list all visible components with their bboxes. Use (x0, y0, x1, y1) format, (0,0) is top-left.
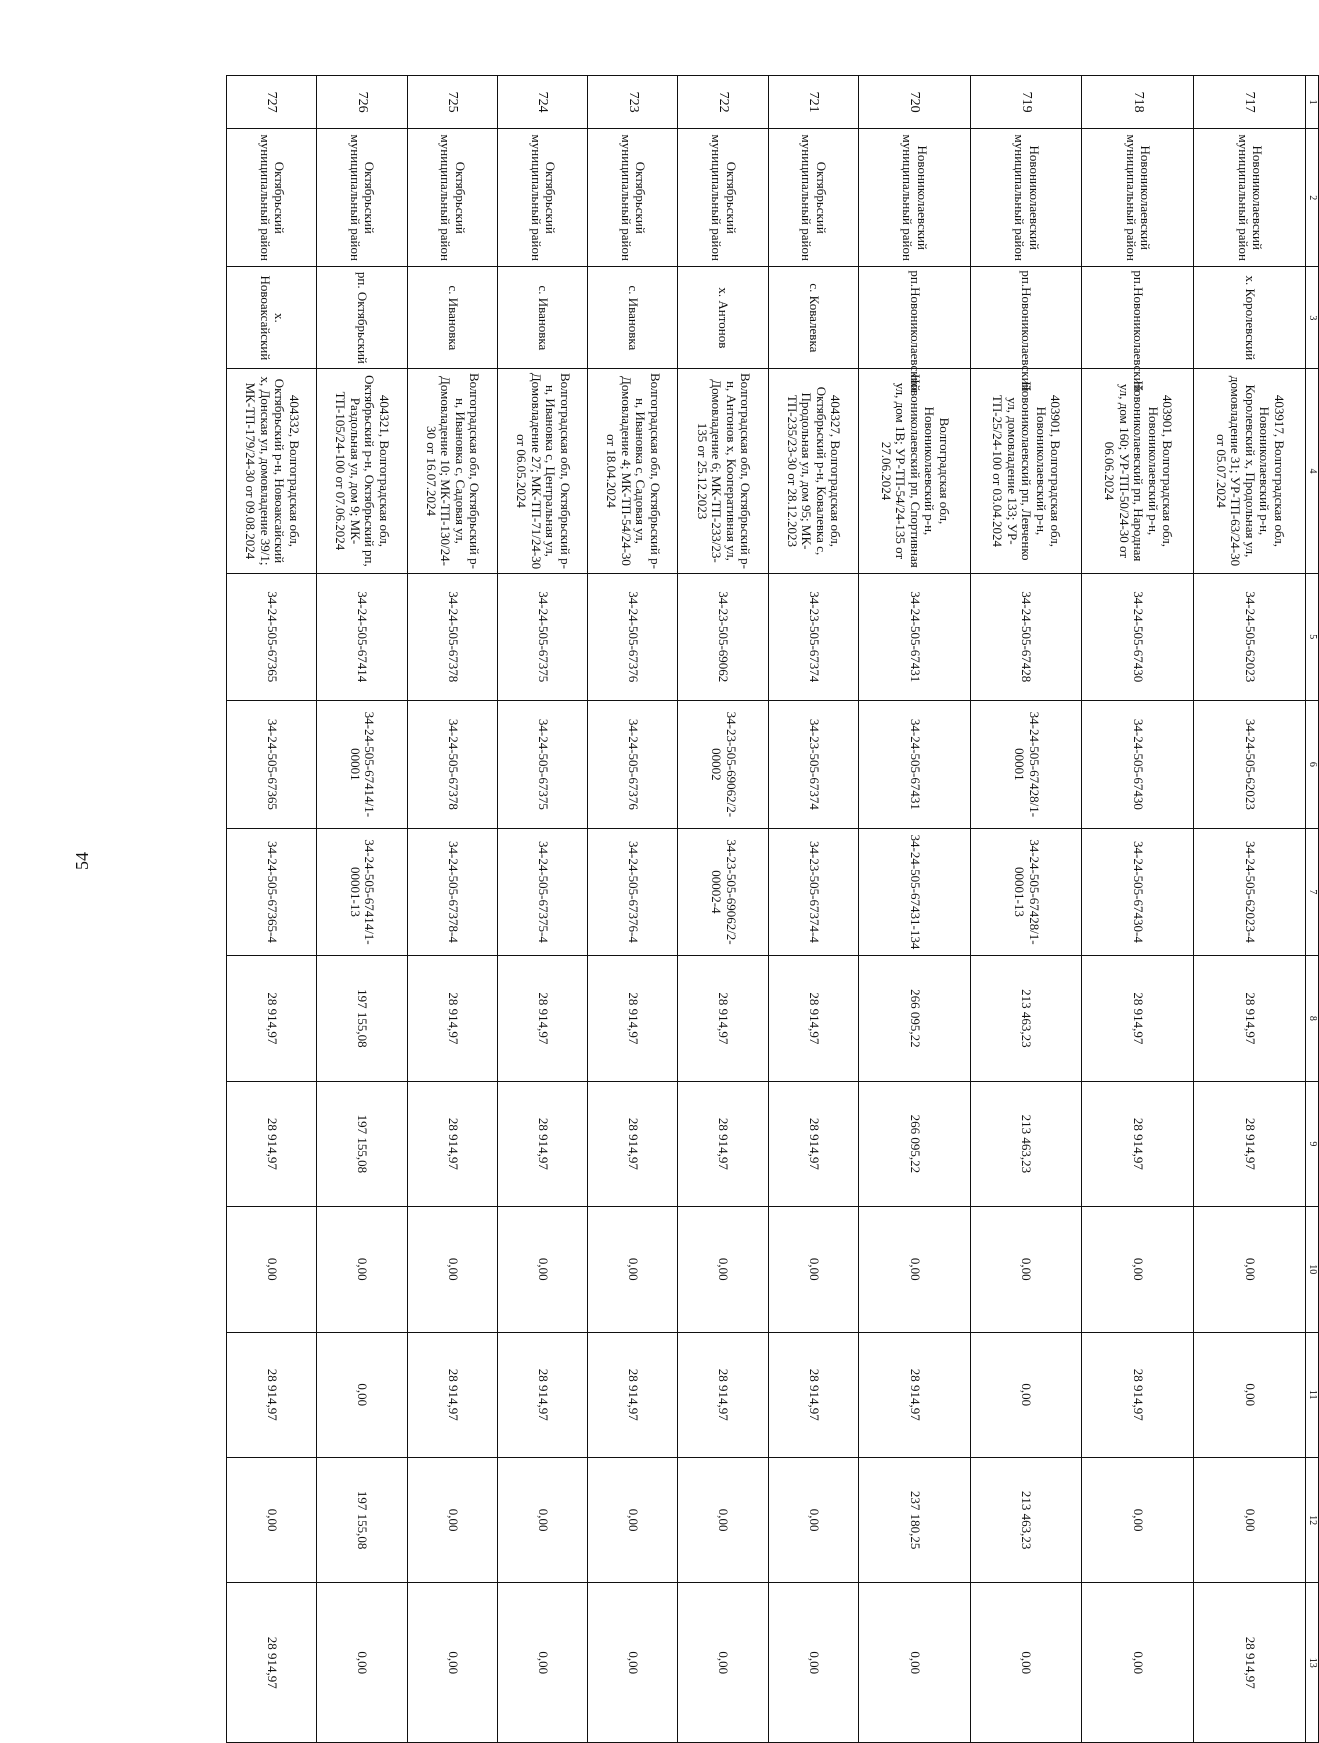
table-row (970, 76, 1082, 1743)
col12-cell: 0,00 (768, 1457, 858, 1582)
row-number-cell: 720 (859, 76, 971, 129)
col10-cell: 0,00 (227, 1207, 317, 1332)
col13-cell: 0,00 (859, 1583, 971, 1743)
col11-cell: 28 914,97 (407, 1332, 497, 1457)
col5-cell: 34-24-505-67428 (970, 573, 1082, 701)
col5-cell: 34-24-505-67430 (1082, 573, 1194, 701)
table-header (1306, 76, 1319, 1743)
col13-cell: 0,00 (768, 1583, 858, 1743)
col8-cell: 28 914,97 (227, 956, 317, 1081)
locality-cell: рп. Октябрьский (317, 267, 407, 369)
col10-cell: 0,00 (768, 1207, 858, 1332)
address-cell: Волгоградская обл, Новониколаевский р-н, Новониколаевский рп, Спортивная ул, дом 1В; УР-ТП-54/24-135 от 27.06.2024 (859, 369, 971, 573)
col13-cell: 0,00 (970, 1583, 1082, 1743)
col9-cell: 266 095,22 (859, 1081, 971, 1206)
col9-cell: 28 914,97 (407, 1081, 497, 1206)
table-row (497, 76, 587, 1743)
header-row (1306, 76, 1319, 1743)
col8-cell: 28 914,97 (588, 956, 678, 1081)
address-cell: 403917, Волгоградская обл, Новониколаевский р-н, Королевский х, Продольная ул, домовладение 31; УР-ТП-63/24-30 от 05.07.2024 (1194, 369, 1306, 573)
locality-cell: с. Ковалевка (768, 267, 858, 369)
table-row (768, 76, 858, 1743)
col8-cell: 213 463,23 (970, 956, 1082, 1081)
column-number-11: 11 (1306, 1332, 1319, 1457)
col10-cell: 0,00 (1194, 1207, 1306, 1332)
col8-cell: 197 155,08 (317, 956, 407, 1081)
row-number-cell: 726 (317, 76, 407, 129)
col12-cell: 0,00 (407, 1457, 497, 1582)
col11-cell: 28 914,97 (497, 1332, 587, 1457)
col12-cell: 0,00 (678, 1457, 768, 1582)
col7-cell: 34-24-505-67428/1-00001-13 (970, 828, 1082, 956)
column-number-7: 7 (1306, 828, 1319, 956)
col9-cell: 28 914,97 (588, 1081, 678, 1206)
col9-cell: 197 155,08 (317, 1081, 407, 1206)
col8-cell: 266 095,22 (859, 956, 971, 1081)
district-cell: Октябрьский муниципальный район (497, 129, 587, 267)
col10-cell: 0,00 (497, 1207, 587, 1332)
col7-cell: 34-24-505-67430-4 (1082, 828, 1194, 956)
row-number-cell: 717 (1194, 76, 1306, 129)
col6-cell: 34-24-505-67365 (227, 701, 317, 829)
column-number-3: 3 (1306, 267, 1319, 369)
district-cell: Октябрьский муниципальный район (588, 129, 678, 267)
locality-cell: х. Королевский (1194, 267, 1306, 369)
col10-cell: 0,00 (588, 1207, 678, 1332)
address-cell: 403901, Волгоградская обл, Новониколаевский р-н, Новониколаевский рп, Народная ул, дом 160; УР-ТП-50/24-30 от 06.06.2024 (1082, 369, 1194, 573)
column-number-2: 2 (1306, 129, 1319, 267)
locality-cell: с. Ивановка (497, 267, 587, 369)
col9-cell: 28 914,97 (768, 1081, 858, 1206)
col6-cell: 34-24-505-62023 (1194, 701, 1306, 829)
col6-cell: 34-24-505-67375 (497, 701, 587, 829)
locality-cell: х. Новоаксайский (227, 267, 317, 369)
col6-cell: 34-24-505-67376 (588, 701, 678, 829)
col13-cell: 0,00 (497, 1583, 587, 1743)
col6-cell: 34-23-505-67374 (768, 701, 858, 829)
col13-cell: 0,00 (678, 1583, 768, 1743)
table-row (227, 76, 317, 1743)
col11-cell: 28 914,97 (678, 1332, 768, 1457)
col10-cell: 0,00 (859, 1207, 971, 1332)
col7-cell: 34-24-505-67378-4 (407, 828, 497, 956)
col7-cell: 34-24-505-67376-4 (588, 828, 678, 956)
table-row (1082, 76, 1194, 1743)
column-number-6: 6 (1306, 701, 1319, 829)
district-cell: Октябрьский муниципальный район (317, 129, 407, 267)
col5-cell: 34-24-505-67375 (497, 573, 587, 701)
row-number-cell: 718 (1082, 76, 1194, 129)
district-cell: Новониколаевский муниципальный район (859, 129, 971, 267)
col11-cell: 0,00 (1194, 1332, 1306, 1457)
column-number-10: 10 (1306, 1207, 1319, 1332)
col11-cell: 28 914,97 (859, 1332, 971, 1457)
district-cell: Новониколаевский муниципальный район (1082, 129, 1194, 267)
col12-cell: 0,00 (497, 1457, 587, 1582)
table-row (1194, 76, 1306, 1743)
col13-cell: 28 914,97 (227, 1583, 317, 1743)
column-number-8: 8 (1306, 956, 1319, 1081)
col13-cell: 28 914,97 (1194, 1583, 1306, 1743)
col9-cell: 28 914,97 (1082, 1081, 1194, 1206)
col11-cell: 28 914,97 (588, 1332, 678, 1457)
locality-cell: рп.Новониколаевский (1082, 267, 1194, 369)
row-number-cell: 727 (227, 76, 317, 129)
row-number-cell: 719 (970, 76, 1082, 129)
address-cell: Волгоградская обл, Октябрьский р-н, Ивановка с, Центральная ул, Домовладение 27; МК-ТП-71/24-30 от 06.05.2024 (497, 369, 587, 573)
district-cell: Октябрьский муниципальный район (678, 129, 768, 267)
col8-cell: 28 914,97 (678, 956, 768, 1081)
col6-cell: 34-24-505-67430 (1082, 701, 1194, 829)
col13-cell: 0,00 (588, 1583, 678, 1743)
col7-cell: 34-24-505-67365-4 (227, 828, 317, 956)
row-number-cell: 725 (407, 76, 497, 129)
column-number-4: 4 (1306, 369, 1319, 573)
page-number: 54 (72, 852, 92, 870)
col9-cell: 28 914,97 (497, 1081, 587, 1206)
data-table (226, 75, 1319, 1743)
col8-cell: 28 914,97 (1194, 956, 1306, 1081)
col12-cell: 0,00 (588, 1457, 678, 1582)
col9-cell: 28 914,97 (678, 1081, 768, 1206)
table-row (859, 76, 971, 1743)
column-number-12: 12 (1306, 1457, 1319, 1582)
col12-cell: 0,00 (227, 1457, 317, 1582)
locality-cell: рп.Новониколаевский (970, 267, 1082, 369)
col8-cell: 28 914,97 (768, 956, 858, 1081)
column-number-13: 13 (1306, 1583, 1319, 1743)
col11-cell: 28 914,97 (227, 1332, 317, 1457)
col8-cell: 28 914,97 (1082, 956, 1194, 1081)
table-row (317, 76, 407, 1743)
district-cell: Новониколаевский муниципальный район (970, 129, 1082, 267)
address-cell: Волгоградская обл, Октябрьский р-н, Антонов х, Кооперативная ул, Домовладение 6; МК-ТП-233/23-135 от 25.12.2023 (678, 369, 768, 573)
col6-cell: 34-24-505-67378 (407, 701, 497, 829)
address-cell: 403901, Волгоградская обл, Новониколаевский р-н, Новониколаевский рп, Левченко ул, домовладение 133; УР-ТП-25/24-100 от 03.04.2024 (970, 369, 1082, 573)
district-cell: Новониколаевский муниципальный район (1194, 129, 1306, 267)
row-number-cell: 723 (588, 76, 678, 129)
col12-cell: 0,00 (1194, 1457, 1306, 1582)
row-number-cell: 721 (768, 76, 858, 129)
locality-cell: с. Ивановка (407, 267, 497, 369)
locality-cell: с. Ивановка (588, 267, 678, 369)
table-row (678, 76, 768, 1743)
col11-cell: 0,00 (970, 1332, 1082, 1457)
address-cell: Волгоградская обл, Октябрьский р-н, Ивановка с, Садовая ул, Домовладение 10; МК-ТП-130/24-30 от 16.07.2024 (407, 369, 497, 573)
col5-cell: 34-24-505-67365 (227, 573, 317, 701)
col11-cell: 28 914,97 (1082, 1332, 1194, 1457)
locality-cell: х. Антонов (678, 267, 768, 369)
col13-cell: 0,00 (1082, 1583, 1194, 1743)
address-cell: Волгоградская обл, Октябрьский р-н, Ивановка с, Садовая ул, Домовладение 4; МК-ТП-54/24-30 от 18.04.2024 (588, 369, 678, 573)
col12-cell: 0,00 (1082, 1457, 1194, 1582)
col7-cell: 34-24-505-67414/1-00001-13 (317, 828, 407, 956)
col6-cell: 34-24-505-67431 (859, 701, 971, 829)
col5-cell: 34-23-505-67374 (768, 573, 858, 701)
address-cell: 404327, Волгоградская обл, Октябрьский р-н, Ковалевка с, Продольная ул, дом 95; МК-ТП-235/23-30 от 28.12.2023 (768, 369, 858, 573)
col6-cell: 34-24-505-67414/1-00001 (317, 701, 407, 829)
col9-cell: 28 914,97 (227, 1081, 317, 1206)
col10-cell: 0,00 (678, 1207, 768, 1332)
col12-cell: 237 180,25 (859, 1457, 971, 1582)
col11-cell: 0,00 (317, 1332, 407, 1457)
address-cell: 404321, Волгоградская обл, Октябрьский р-н, Октябрьский рп, Раздольная ул, дом 9; МК-ТП-105/24-100 от 07.06.2024 (317, 369, 407, 573)
district-cell: Октябрьский муниципальный район (407, 129, 497, 267)
rotated-table-wrapper (226, 75, 1319, 1743)
col10-cell: 0,00 (1082, 1207, 1194, 1332)
col5-cell: 34-24-505-67414 (317, 573, 407, 701)
col13-cell: 0,00 (407, 1583, 497, 1743)
col6-cell: 34-23-505-69062/2-00002 (678, 701, 768, 829)
col8-cell: 28 914,97 (407, 956, 497, 1081)
col5-cell: 34-24-505-67376 (588, 573, 678, 701)
column-number-5: 5 (1306, 573, 1319, 701)
col11-cell: 28 914,97 (768, 1332, 858, 1457)
column-number-1: 1 (1306, 76, 1319, 129)
table-row (407, 76, 497, 1743)
column-number-9: 9 (1306, 1081, 1319, 1206)
col13-cell: 0,00 (317, 1583, 407, 1743)
col7-cell: 34-24-505-67375-4 (497, 828, 587, 956)
address-cell: 404332, Волгоградская обл, Октябрьский р-н, Новоаксайский х, Донская ул, домовладение 39/1; МК-ТП-179/24-30 от 09.08.2024 (227, 369, 317, 573)
col7-cell: 34-24-505-67431-134 (859, 828, 971, 956)
col5-cell: 34-24-505-67431 (859, 573, 971, 701)
col10-cell: 0,00 (970, 1207, 1082, 1332)
row-number-cell: 724 (497, 76, 587, 129)
col10-cell: 0,00 (407, 1207, 497, 1332)
table-body (227, 76, 1306, 1743)
district-cell: Октябрьский муниципальный район (227, 129, 317, 267)
col10-cell: 0,00 (317, 1207, 407, 1332)
col5-cell: 34-23-505-69062 (678, 573, 768, 701)
locality-cell: рп.Новониколаевский (859, 267, 971, 369)
table-row (588, 76, 678, 1743)
row-number-cell: 722 (678, 76, 768, 129)
col9-cell: 28 914,97 (1194, 1081, 1306, 1206)
district-cell: Октябрьский муниципальный район (768, 129, 858, 267)
col9-cell: 213 463,23 (970, 1081, 1082, 1206)
col7-cell: 34-23-505-69062/2-00002-4 (678, 828, 768, 956)
col8-cell: 28 914,97 (497, 956, 587, 1081)
col7-cell: 34-24-505-62023-4 (1194, 828, 1306, 956)
col12-cell: 213 463,23 (970, 1457, 1082, 1582)
col12-cell: 197 155,08 (317, 1457, 407, 1582)
col7-cell: 34-23-505-67374-4 (768, 828, 858, 956)
col6-cell: 34-24-505-67428/1-00001 (970, 701, 1082, 829)
col5-cell: 34-24-505-62023 (1194, 573, 1306, 701)
col5-cell: 34-24-505-67378 (407, 573, 497, 701)
